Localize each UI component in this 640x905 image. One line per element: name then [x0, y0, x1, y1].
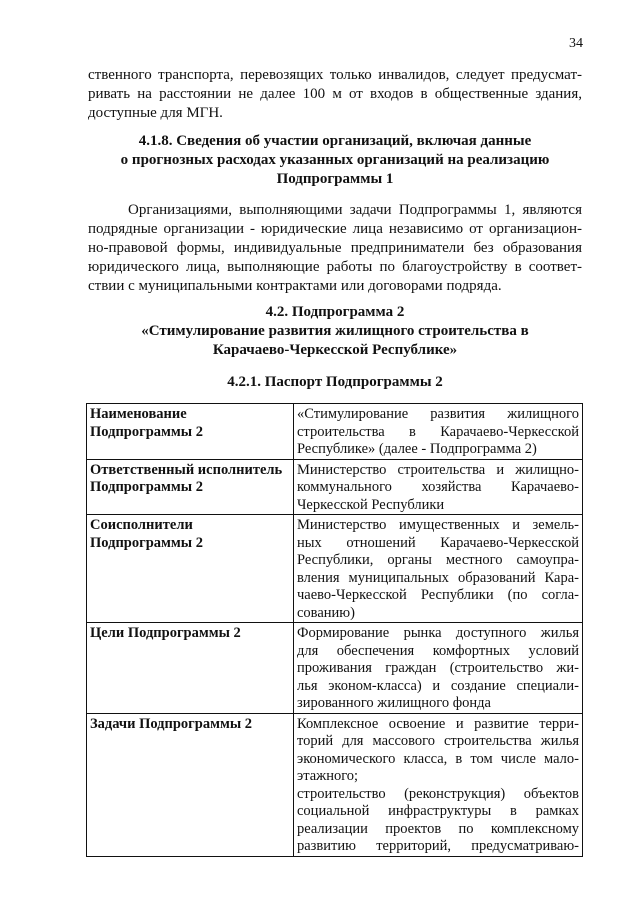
row-value-line: для обеспечения комфортных условий: [297, 642, 579, 659]
row-value-cell: [294, 623, 583, 714]
row-label-cell: [87, 404, 294, 460]
table-row: [87, 713, 583, 856]
row-label-cell: [87, 459, 294, 515]
heading-line: «Стимулирование развития жилищного строительства в: [141, 323, 529, 339]
row-label-line: Задачи Подпрограммы 2: [90, 715, 253, 732]
table-row: [87, 515, 583, 623]
section-4-1-8-paragraph: [88, 201, 582, 296]
row-label-cell: [87, 515, 294, 623]
row-value-line: торий для массового строительства жилья: [297, 733, 579, 749]
row-value-line: экономического класса, в том числе мало-: [297, 750, 579, 767]
row-value-cell: [294, 713, 583, 856]
row-label-line: Подпрограммы 2: [90, 479, 203, 495]
row-value-line: строительства в Карачаево-Черкесской: [297, 423, 579, 440]
text-line: Организациями, выполняющими задачи Подпрограммы 1, являются: [128, 202, 582, 218]
passport-table: [86, 403, 583, 857]
row-value-line: Черкесской Республики: [297, 496, 445, 513]
row-label-line: Цели Подпрограммы 2: [90, 625, 241, 641]
row-value-line: сованию): [297, 604, 355, 621]
intro-paragraph: [88, 66, 582, 123]
text-line: ствии с муниципальными контрактами или договорами подряда.: [88, 278, 502, 294]
table-row: [87, 623, 583, 714]
row-value-line: Министерство имущественных и земель-: [297, 517, 579, 533]
row-value-line: коммунального хозяйства Карачаево-: [297, 479, 579, 495]
row-value-line: социальной инфраструктуры в рамках: [297, 803, 579, 819]
text-line: подрядные организации - юридические лица независимо от организацион-: [88, 221, 582, 237]
row-value-line: этажного;: [297, 768, 359, 784]
row-value-cell: [294, 404, 583, 460]
row-value-line: проживания граждан (строительство жи-: [297, 660, 579, 676]
row-value-cell: [294, 515, 583, 623]
row-value-line: строительство (реконструкция) объектов: [297, 785, 579, 802]
text-line: юридического лица, выполняющие работы по благоустройству в соответ-: [88, 259, 582, 275]
row-label-line: Ответственный исполнитель: [90, 461, 283, 478]
text-line: ривать на расстоянии не далее 100 м от входов в общественные здания,: [88, 86, 582, 102]
heading-line: 4.2. Подпрограмма 2: [265, 304, 405, 320]
row-label-line: Подпрограммы 2: [90, 423, 203, 440]
heading-line: Подпрограммы 1: [276, 171, 394, 187]
row-value-line: чаево-Черкесской Республики (по согла-: [297, 587, 579, 603]
row-value-cell: [294, 459, 583, 515]
row-value-line: Республике» (далее - Подпрограмма 2): [297, 441, 537, 457]
row-value-line: вления муниципальных образований Кара-: [297, 569, 579, 586]
row-value-line: зированного жилищного фонда: [297, 695, 491, 711]
heading-line: 4.1.8. Сведения об участии организаций, включая данные: [138, 133, 532, 149]
table-row: [87, 404, 583, 460]
row-label-line: Подпрограммы 2: [90, 534, 203, 551]
row-value-line: ных отношений Карачаево-Черкесской: [297, 534, 579, 551]
section-4-2-heading: [60, 303, 610, 360]
section-4-2-1-heading: [60, 373, 610, 392]
row-label-cell: [87, 623, 294, 714]
table-row: [87, 459, 583, 515]
row-label-line: Соисполнители: [90, 517, 193, 533]
text-line: но-правовой формы, индивидуальные предприниматели без образования: [88, 240, 582, 256]
row-value-line: лья эконом-класса) и создание специали-: [297, 677, 579, 694]
heading-line: Карачаево-Черкесской Республике»: [212, 342, 458, 358]
row-value-line: «Стимулирование развития жилищного: [297, 406, 579, 422]
row-value-line: Республики, органы местного самоупра-: [297, 552, 579, 568]
row-label-line: Наименование: [90, 406, 187, 422]
section-4-1-8-heading: [60, 132, 610, 189]
row-value-line: Комплексное освоение и развитие терри-: [297, 715, 579, 732]
row-value-line: развитию территорий, предусматриваю-: [297, 838, 579, 854]
row-value-line: Формирование рынка доступного жилья: [297, 625, 579, 641]
heading-line: о прогнозных расходах указанных организаций на реализацию: [120, 152, 550, 168]
text-line: доступные для МГН.: [88, 105, 223, 121]
row-value-line: реализации проектов по комплексному: [297, 820, 579, 837]
text-line: ственного транспорта, перевозящих только инвалидов, следует предусмат-: [88, 67, 582, 83]
row-value-line: Министерство строительства и жилищно-: [297, 461, 579, 478]
page-number: 34: [569, 36, 583, 51]
heading-line: 4.2.1. Паспорт Подпрограммы 2: [227, 374, 443, 390]
row-label-cell: [87, 713, 294, 856]
